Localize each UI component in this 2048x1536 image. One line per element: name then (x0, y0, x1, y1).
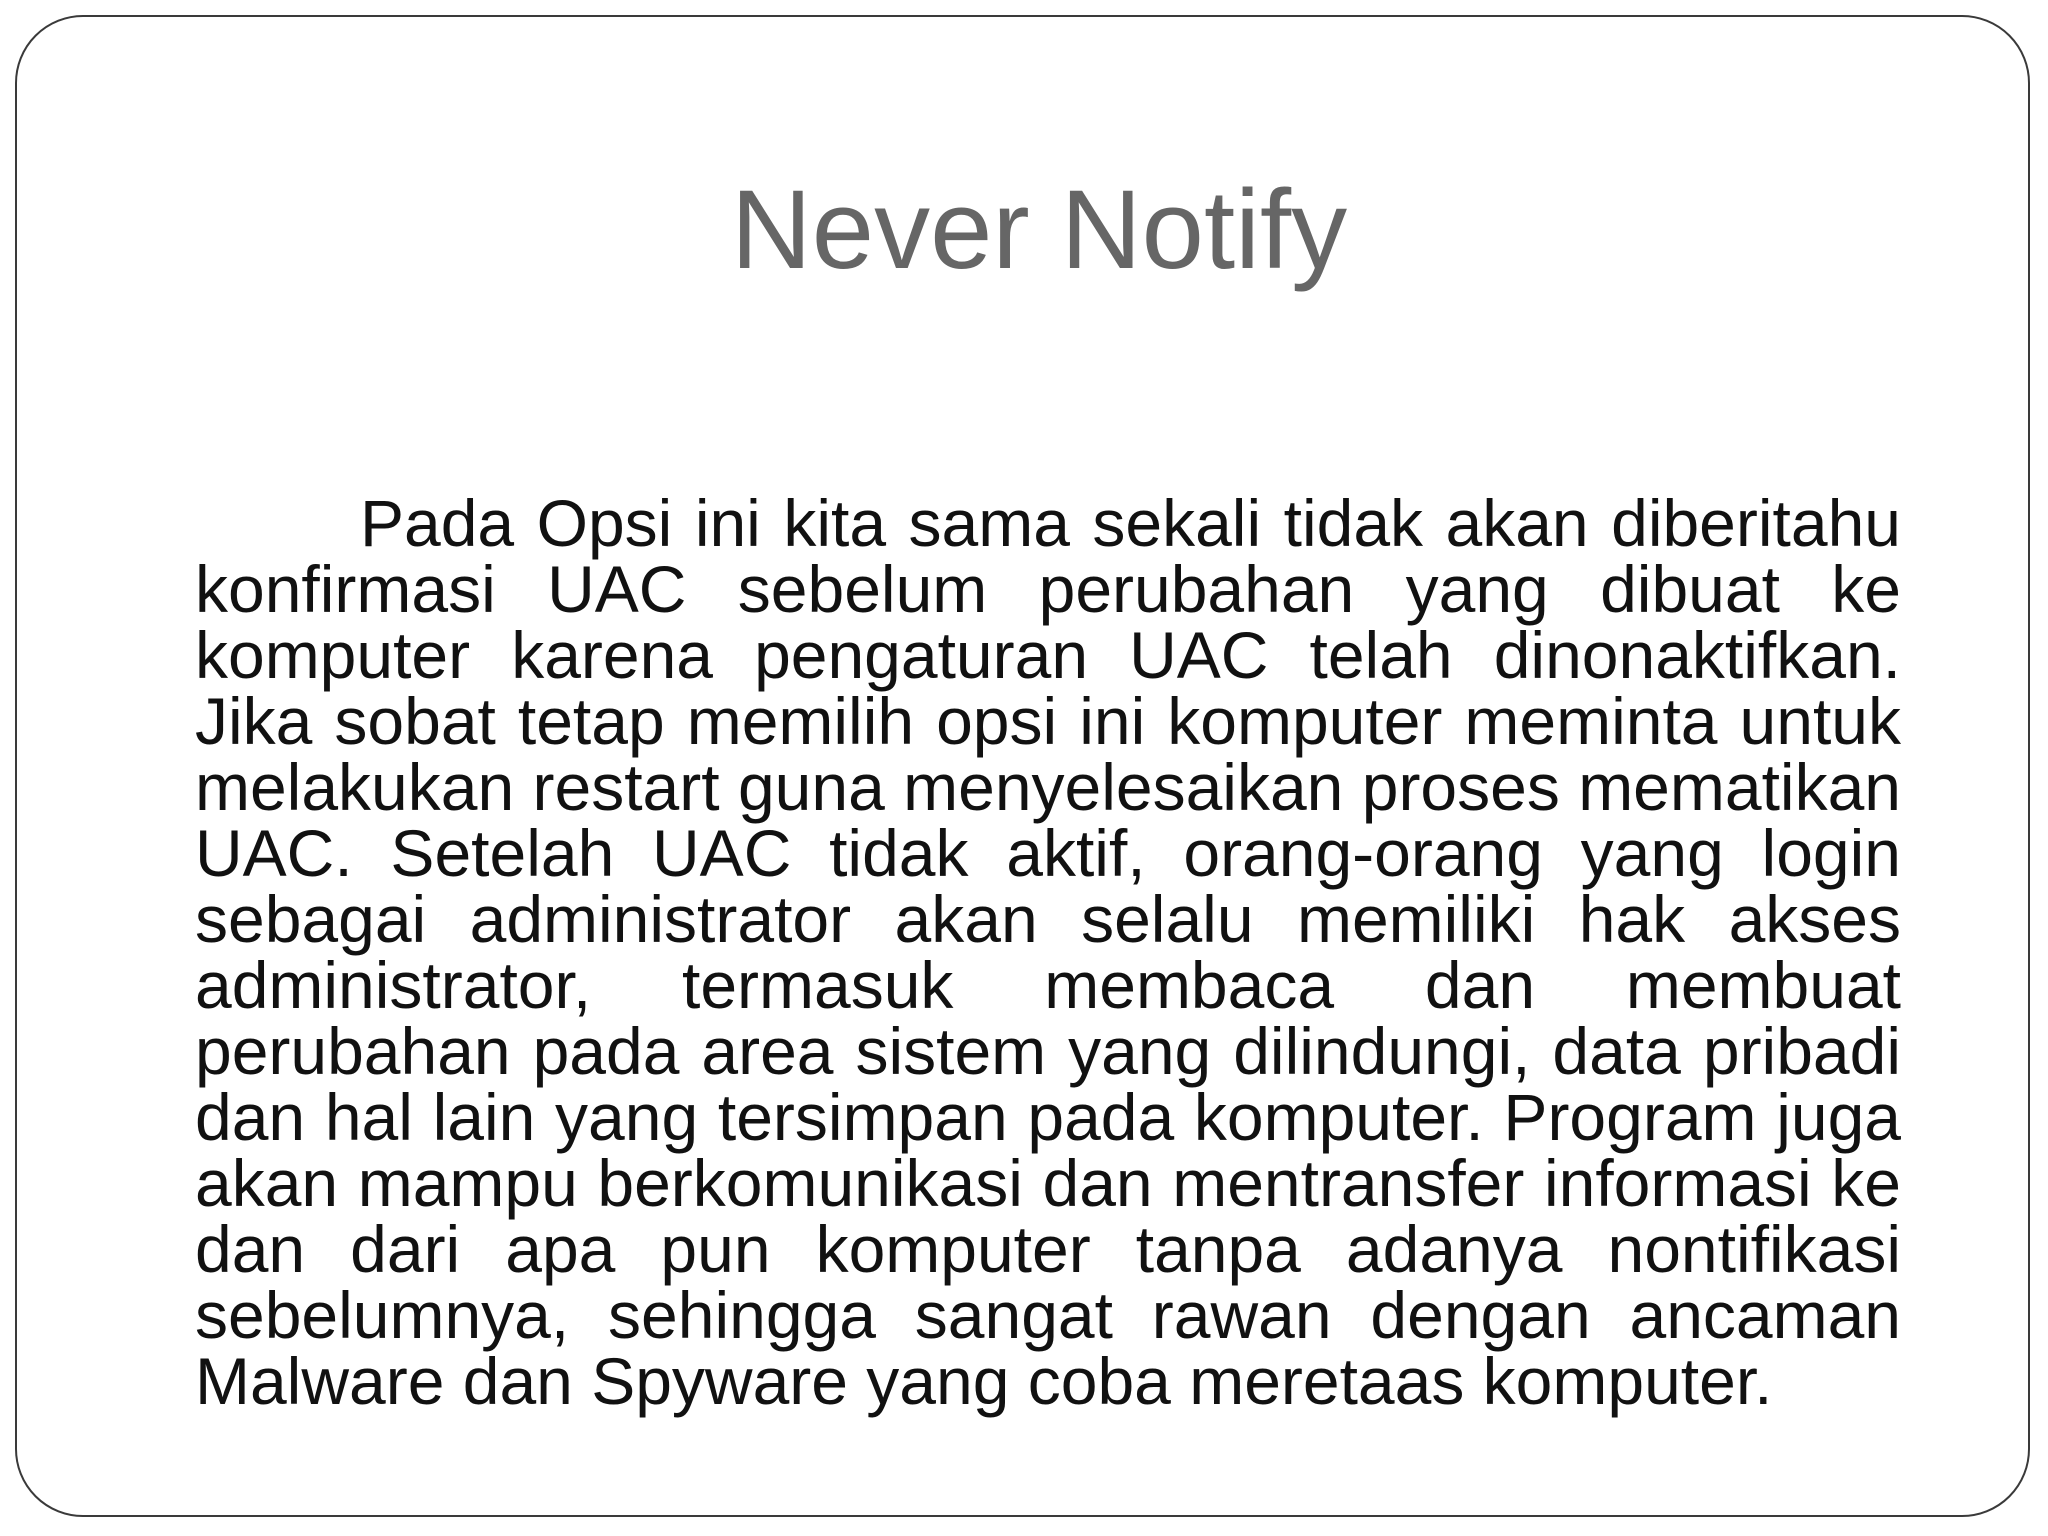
slide-body-paragraph: Pada Opsi ini kita sama sekali tidak akan diberitahu konfirmasi UAC sebelum perubahan yang dibuat ke komputer karena pengaturan UAC telah dinonaktifkan. Jika sobat tetap memilih opsi ini komputer meminta untuk melakukan restart guna menyelesaikan proses mematikan UAC. Setelah UAC tidak aktif, orang-orang yang login sebagai administrator akan selalu memiliki hak akses administrator, termasuk membaca dan membuat perubahan pada area sistem yang dilindungi, data pribadi dan hal lain yang tersimpan pada komputer. Program juga akan mampu berkomunikasi dan mentransfer informasi ke dan dari apa pun komputer tanpa adanya nontifikasi sebelumnya, sehingga sangat rawan dengan ancaman Malware dan Spyware yang coba meretaas komputer. (195, 486, 1901, 1418)
slide-title: Never Notify (730, 167, 1348, 292)
